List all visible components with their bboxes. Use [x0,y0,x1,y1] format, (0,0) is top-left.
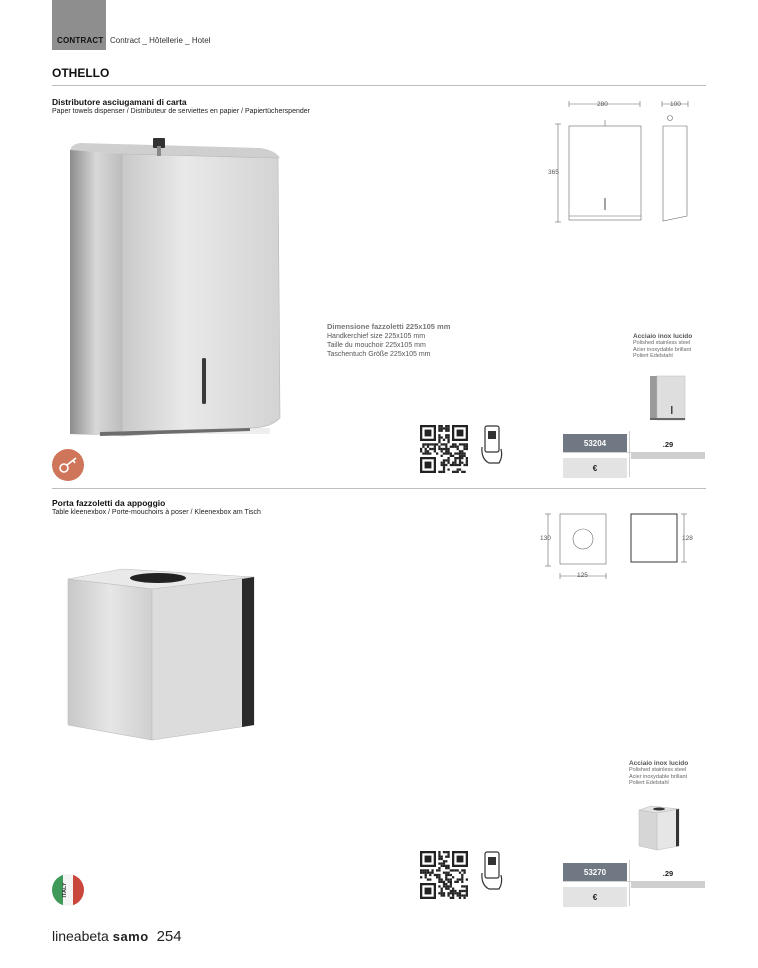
product1-material [633,333,713,360]
product2-subtitle: Table kleenexbox / Porte-mouchoirs à poser / Kleenexbox am Tisch [52,509,261,516]
material-line: Polished stainless steel [629,767,687,773]
p1-dim-depth: 100 [670,101,681,108]
p2-dim-height-front: 130 [540,535,551,542]
product2-material [629,760,709,787]
product2-thumbnail [635,802,683,854]
paper-towel-dispenser-image [60,128,290,443]
p2-dim-width: 125 [577,572,588,579]
product2-name: Porta fazzoletti da appoggio [52,498,166,508]
key-lock-badge [52,449,84,481]
currency-cell: € [563,458,627,478]
page-title: OTHELLO [52,66,110,80]
finish-code: .29 [662,439,674,449]
table-rule [563,881,705,882]
section-divider [52,488,706,489]
country-label: ITALY [62,882,68,898]
product-code: 53204 [563,434,627,452]
phone-scan-icon [479,851,505,891]
brand-lineabeta: lineabeta [52,928,109,944]
material-line: Poliert Edelstahl [629,780,669,786]
material-title: Acciaio inox lucido [629,760,689,767]
product1-price-table [563,431,705,478]
dimensions-line: Handkerchief size 225x105 mm [327,333,426,340]
material-title: Acciaio inox lucido [633,333,693,340]
title-divider [52,85,706,86]
italy-flag-badge [52,874,84,906]
table-rule [563,452,705,453]
qr-code-icon[interactable] [420,851,468,899]
material-line: Polished stainless steel [633,340,691,346]
key-icon [52,449,84,481]
product2-price-table [563,860,705,907]
product2-technical-drawing [536,508,706,584]
kleenex-box-image [64,565,260,745]
breadcrumb: Contract _ Hôtellerie _ Hotel [110,36,211,45]
product1-dimensions [327,322,450,359]
product1-subtitle: Paper towels dispenser / Distributeur de serviettes en papier / Papiertücherspender [52,108,310,115]
dimensions-title: Dimensione fazzoletti 225x105 mm [327,322,451,331]
phone-scan-icon [479,425,505,465]
product1-thumbnail [647,372,689,424]
price-bar [631,453,705,459]
table-divider [629,860,630,906]
material-line: Acier inoxydable brillant [633,346,692,353]
material-line: Acier inoxydable brillant [629,773,688,780]
product1-name: Distributore asciugamani di carta [52,97,187,107]
p1-dim-height: 365 [548,169,559,176]
dimensions-line: Taschentuch Größe 225x105 mm [327,351,431,358]
page-number: 254 [156,928,182,945]
product1-technical-drawing [544,98,704,228]
table-divider [629,431,630,477]
price-bar [631,882,705,888]
header-tab-label: CONTRACT [57,36,104,45]
product-code: 53270 [563,863,627,881]
finish-code: .29 [662,868,674,878]
qr-code-icon[interactable] [420,425,468,473]
brand-samo: samo [112,929,149,944]
material-line: Poliert Edelstahl [633,353,673,359]
dimensions-line: Taille du mouchoir 225x105 mm [327,342,426,349]
p1-dim-width: 280 [597,101,608,108]
footer-brand [52,928,182,945]
p2-dim-height-side: 128 [682,535,693,542]
currency-cell: € [563,887,627,907]
